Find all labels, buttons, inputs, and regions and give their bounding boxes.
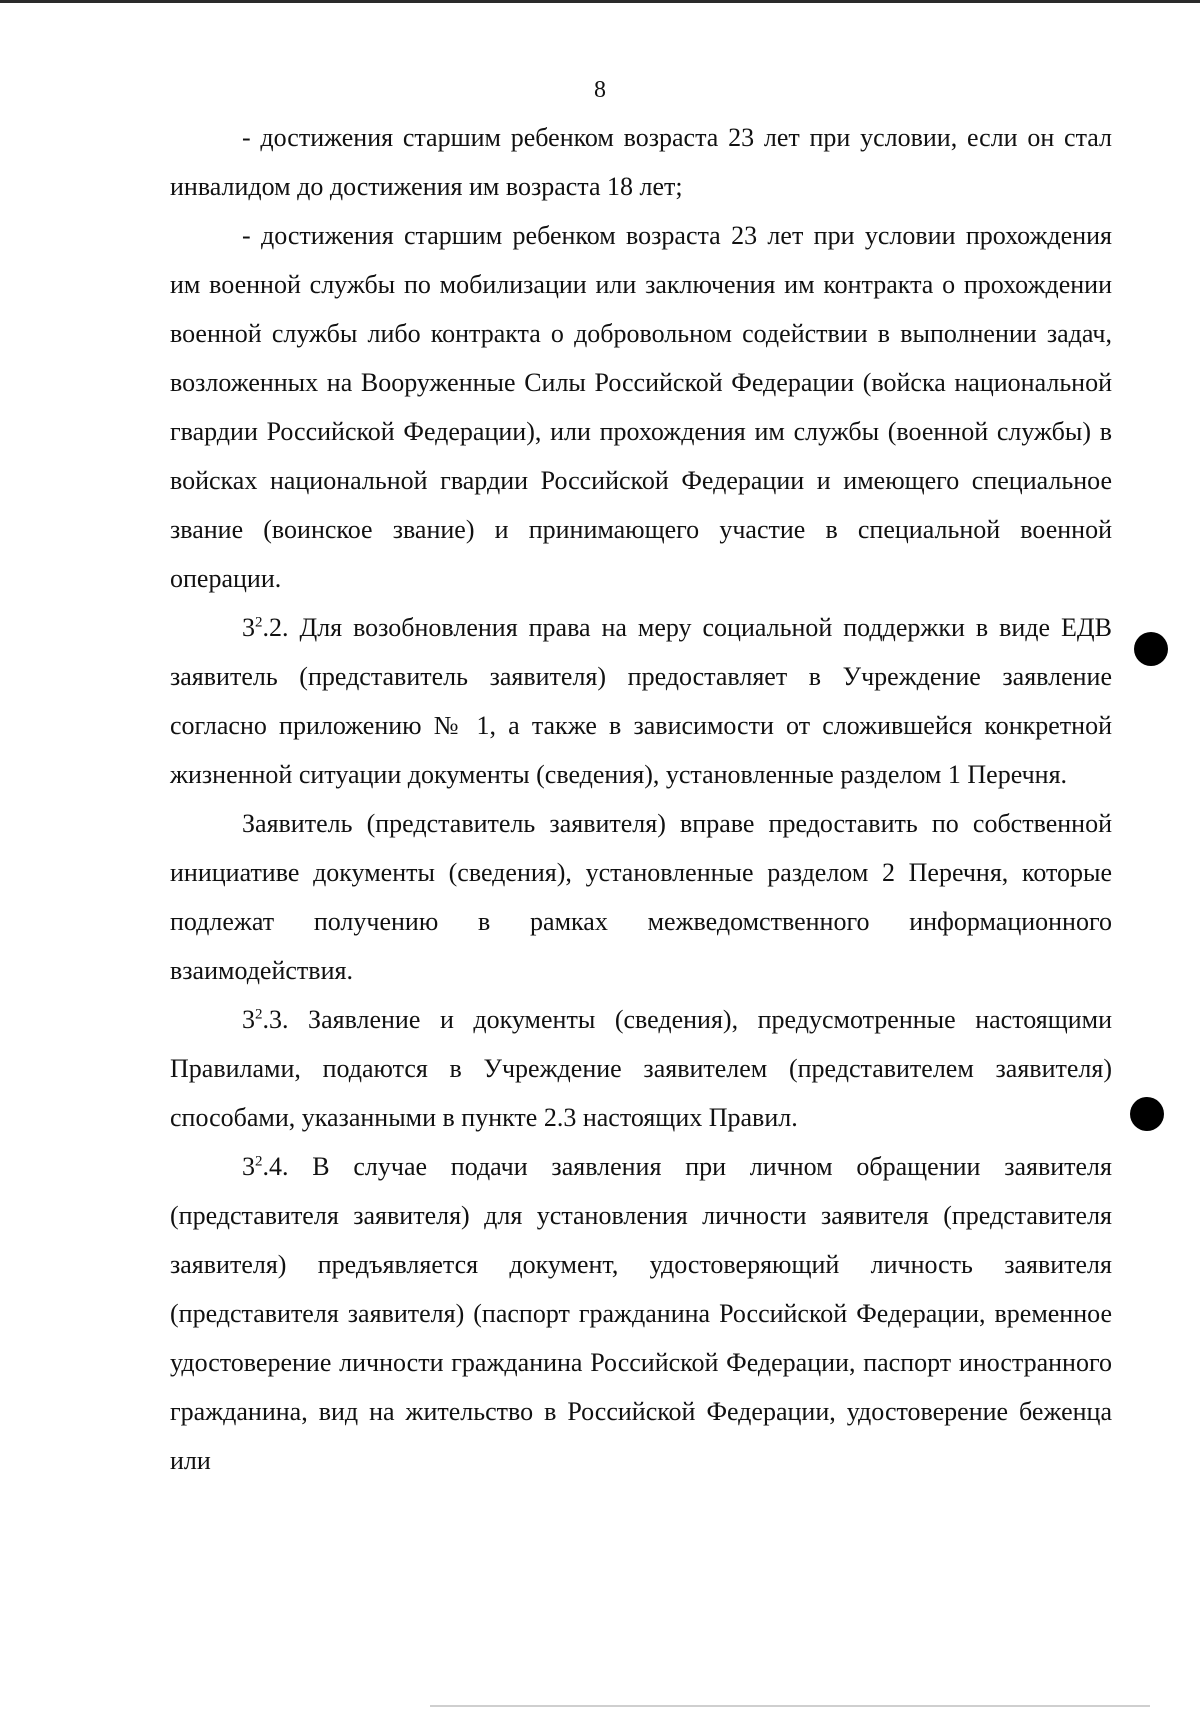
document-body bbox=[170, 113, 1112, 1485]
paragraph-text: В случае подачи заявления при личном обращении заявителя (представителя заявителя) для установления личности заявителя (представителя заявителя) предъявляется документ, удостоверяющий личность заявителя (представителя заявителя) (паспорт гражданина Российской Федерации, временное удостоверение личности гражданина Российской Федерации, паспорт иностранного гражданина, вид на жительство в Российской Федерации, удостоверение беженца или bbox=[170, 1152, 1112, 1475]
clause-number-superscript: 2 bbox=[255, 1006, 263, 1023]
clause-number-base: 3 bbox=[242, 1005, 255, 1034]
paragraph-text: - достижения старшим ребенком возраста 23 лет при условии прохождения им военной службы по мобилизации или заключения им контракта о прохождении военной службы либо контракта о добровольном содействии в выполнении задач, возложенных на Вооруженные Силы Российской Федерации (войска национальной гвардии Российской Федерации), или прохождения им службы (военной службы) в войсках национальной гвардии Российской Федерации и имеющего специальное звание (воинское звание) и принимающего участие в специальной военной операции. bbox=[170, 221, 1112, 593]
clause-number-base: 3 bbox=[242, 1152, 255, 1181]
paragraph-3-2-2 bbox=[170, 603, 1112, 799]
paragraph-age-23-disability bbox=[170, 113, 1112, 211]
paragraph-text: - достижения старшим ребенком возраста 23 лет при условии, если он стал инвалидом до достижения им возраста 18 лет; bbox=[170, 123, 1112, 201]
paragraph-text: Заявитель (представитель заявителя) вправе предоставить по собственной инициативе документы (сведения), установленные разделом 2 Перечня, которые подлежат получению в рамках межведомственного информационного взаимодействия. bbox=[170, 809, 1112, 985]
clause-number-rest: .2. bbox=[262, 613, 289, 642]
punch-hole-mark bbox=[1130, 1097, 1164, 1131]
clause-number-superscript: 2 bbox=[255, 1153, 263, 1170]
paragraph-applicant-initiative bbox=[170, 799, 1112, 995]
clause-number-rest: .4. bbox=[262, 1152, 289, 1181]
paragraph-text: Заявление и документы (сведения), предусмотренные настоящими Правилами, подаются в Учреждение заявителем (представителем заявителя) способами, указанными в пункте 2.3 настоящих Правил. bbox=[170, 1005, 1112, 1132]
page-number: 8 bbox=[594, 77, 606, 103]
paragraph-text: Для возобновления права на меру социальной поддержки в виде ЕДВ заявитель (представитель заявителя) предоставляет в Учреждение заявление согласно приложению № 1, а также в зависимости от сложившейся конкретной жизненной ситуации документы (сведения), установленные разделом 1 Перечня. bbox=[170, 613, 1112, 789]
top-edge-line bbox=[0, 0, 1200, 3]
clause-number-base: 3 bbox=[242, 613, 255, 642]
bottom-edge-line bbox=[430, 1705, 1150, 1707]
punch-hole-mark bbox=[1134, 632, 1168, 666]
paragraph-age-23-military-service bbox=[170, 211, 1112, 603]
paragraph-3-2-3 bbox=[170, 995, 1112, 1142]
clause-number-rest: .3. bbox=[262, 1005, 289, 1034]
clause-number-superscript: 2 bbox=[255, 614, 263, 631]
paragraph-3-2-4 bbox=[170, 1142, 1112, 1485]
